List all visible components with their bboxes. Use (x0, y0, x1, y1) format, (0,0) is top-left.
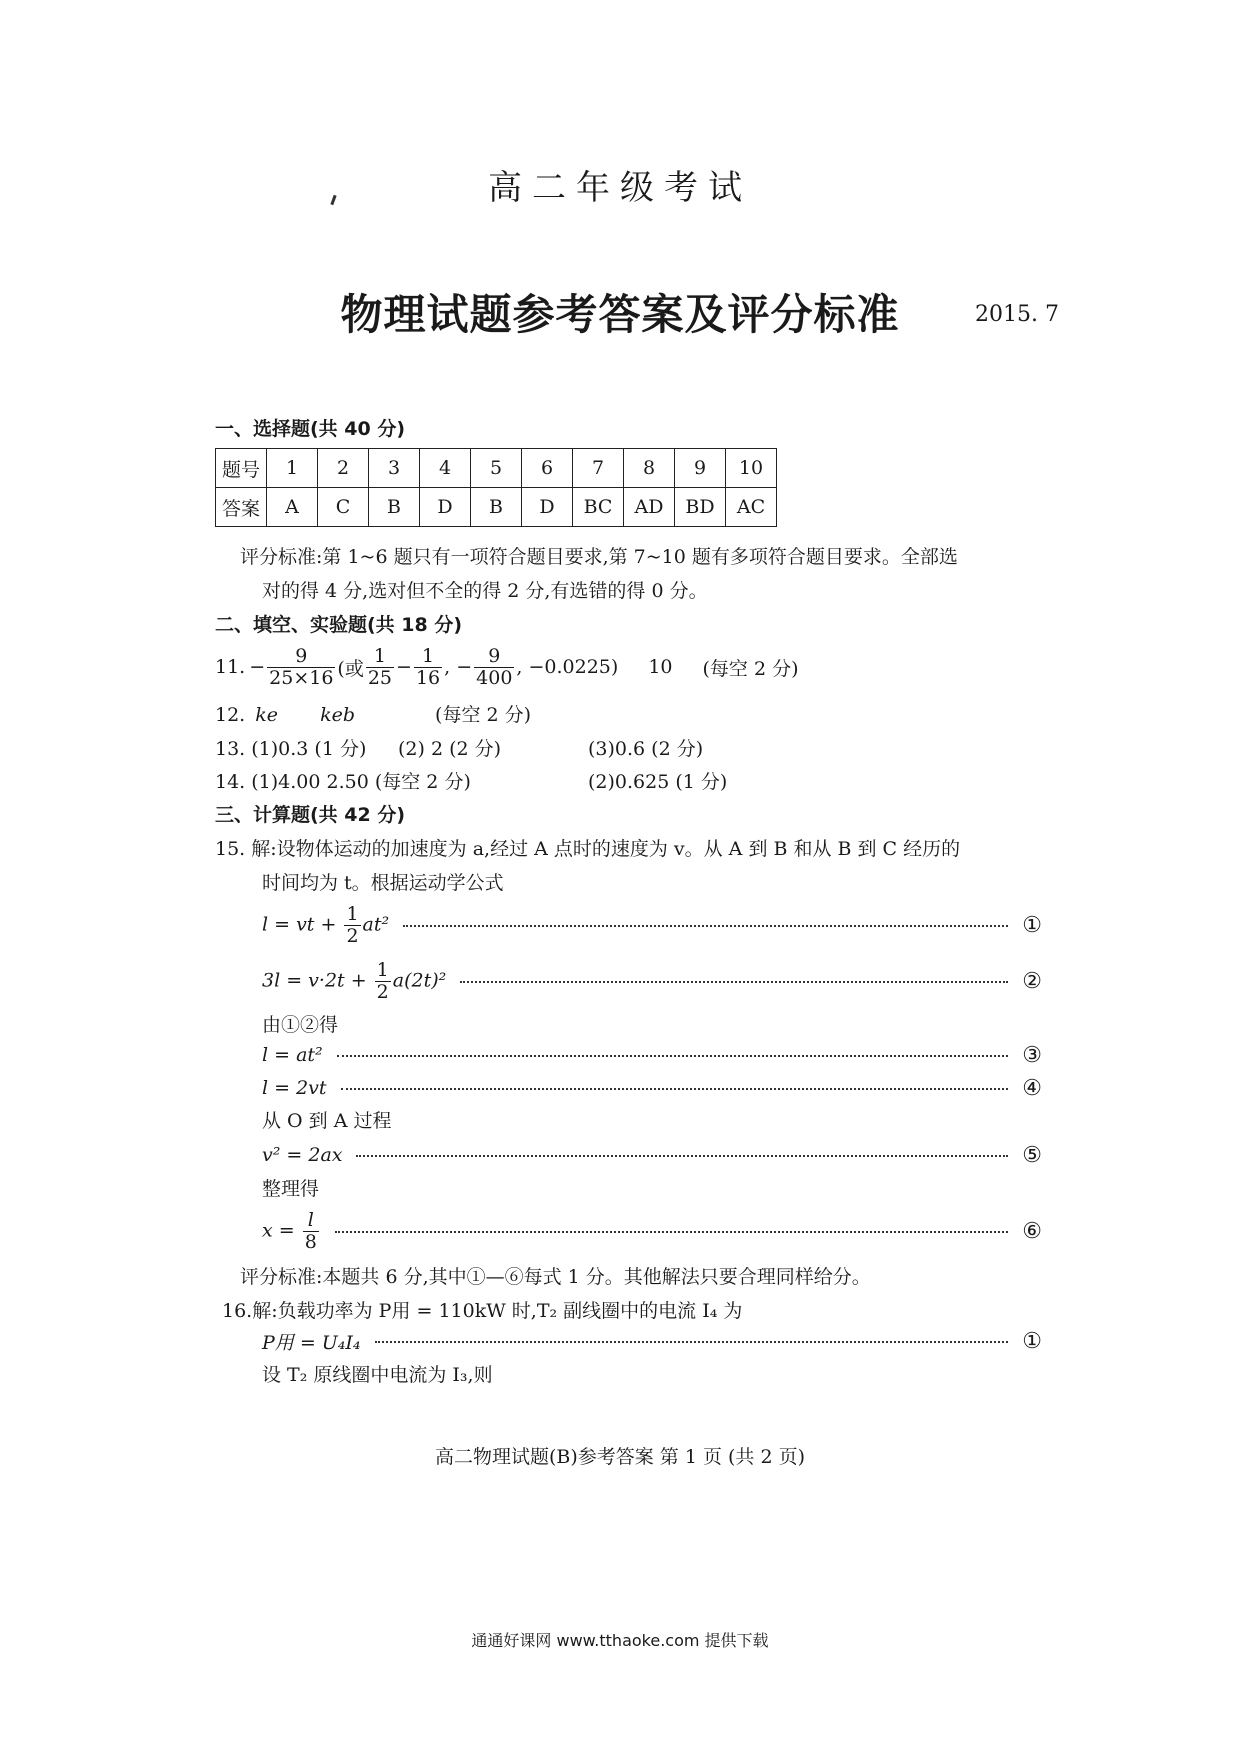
q12-answer-2: keb (320, 704, 355, 726)
fraction-denominator: 25 (367, 666, 393, 689)
q15-arrange: 整理得 (262, 1178, 320, 1200)
answer-cell: BC (573, 488, 624, 527)
section1-scoring-line1: 评分标准:第 1~6 题只有一项符合题目要求,第 7~10 题有多项符合题目要求。全部选 (240, 546, 958, 568)
q11-fraction-2 (366, 646, 394, 689)
page-footer: 高二物理试题(B)参考答案 第 1 页 (共 2 页) (434, 1446, 806, 1468)
leader-dots (403, 924, 1008, 927)
q15-equation-4 (262, 1073, 1042, 1103)
answer-cell: D (522, 488, 573, 527)
q12-answer-1: ke (255, 704, 279, 726)
question-number: 2 (318, 449, 369, 488)
equation-text (262, 904, 389, 947)
equation-number: ① (1022, 1328, 1042, 1354)
equation-text: v² = 2ax (262, 1144, 343, 1166)
equation-part: l = vt + (262, 913, 343, 935)
l-over-8-fraction (303, 1210, 319, 1253)
source-credit: 通通好课网 www.tthaoke.com 提供下载 (471, 1631, 769, 1650)
q12-note: (每空 2 分) (435, 704, 532, 726)
q11-open: (或 (337, 657, 364, 680)
q11-fraction-4 (474, 646, 514, 689)
fraction-numerator: 1 (346, 902, 359, 925)
section3-heading: 三、计算题(共 42 分) (215, 804, 406, 826)
answer-cell: B (369, 488, 420, 527)
equation-text (262, 1210, 321, 1253)
equation-number: ② (1022, 968, 1042, 994)
fraction-numerator: 9 (474, 646, 514, 668)
q15-from-oa: 从 O 到 A 过程 (262, 1110, 392, 1132)
equation-part: x = (262, 1219, 301, 1241)
question-number: 10 (726, 449, 777, 488)
fraction-denominator: 16 (415, 666, 441, 689)
fraction-denominator: 2 (346, 924, 359, 947)
section2-heading: 二、填空、实验题(共 18 分) (215, 614, 463, 636)
question-number: 8 (624, 449, 675, 488)
q13-part-2: (2) 2 (2 分) (398, 738, 502, 760)
q11-answer (215, 646, 799, 689)
q11-note: (每空 2 分) (702, 657, 799, 680)
q15-equation-1 (262, 898, 1042, 952)
fraction-denominator: 400 (476, 666, 513, 689)
answer-cell: B (471, 488, 522, 527)
answer-cell: BD (675, 488, 726, 527)
answer-cell: A (267, 488, 318, 527)
equation-part: 3l = v·2t + (262, 969, 373, 991)
fraction-numerator: l (303, 1210, 319, 1232)
half-fraction (344, 904, 360, 947)
fraction-denominator: 2 (376, 980, 389, 1003)
answer-cell: D (420, 488, 471, 527)
fraction-numerator: 1 (414, 646, 442, 668)
q15-equation-3 (262, 1040, 1042, 1070)
q14-part-2: (2)0.625 (1 分) (588, 771, 728, 793)
q11-sep: − (396, 656, 412, 679)
equation-text: l = at² (262, 1044, 323, 1066)
section1-scoring-line2: 对的得 4 分,选对但不全的得 2 分,有选错的得 0 分。 (262, 580, 708, 602)
fraction-numerator: 1 (376, 958, 389, 981)
q11-fraction-3 (414, 646, 442, 689)
fraction-numerator: 1 (366, 646, 394, 668)
q15-from-12: 由①②得 (262, 1014, 339, 1036)
leader-dots (335, 1230, 1008, 1233)
q12-label: 12. (215, 704, 246, 726)
q15-intro-line1: 15. 解:设物体运动的加速度为 a,经过 A 点时的速度为 v。从 A 到 B 和从 B 到 C 经历的 (215, 838, 961, 860)
equation-part: a(2t)² (392, 969, 447, 991)
question-number: 3 (369, 449, 420, 488)
q11-answer-2: 10 (648, 656, 673, 679)
equation-number: ⑤ (1022, 1142, 1042, 1168)
q12-answer (215, 700, 531, 727)
q11-minus: − (249, 656, 266, 679)
section1-heading: 一、选择题(共 40 分) (215, 418, 406, 440)
leader-dots (337, 1054, 1009, 1057)
q16-equation-1 (262, 1326, 1042, 1356)
half-fraction (375, 960, 391, 1003)
q13-part-1: 13. (1)0.3 (1 分) (215, 738, 367, 760)
row-label-answer: 答案 (216, 488, 267, 527)
table-row (216, 488, 777, 527)
question-number: 4 (420, 449, 471, 488)
answer-cell: AC (726, 488, 777, 527)
fraction-denominator: 25×16 (269, 666, 334, 689)
page-title: 物理试题参考答案及评分标准 (340, 290, 900, 339)
leader-dots (341, 1087, 1009, 1090)
equation-text: P用 = U₄I₄ (262, 1331, 361, 1354)
q16-line2: 设 T₂ 原线圈中电流为 I₃,则 (262, 1364, 493, 1386)
question-number: 1 (267, 449, 318, 488)
leader-dots (375, 1340, 1009, 1343)
q16-intro: 16.解:负载功率为 P用 = 110kW 时,T₂ 副线圈中的电流 I₄ 为 (222, 1300, 743, 1322)
q15-equation-2 (262, 954, 1042, 1008)
equation-number: ③ (1022, 1042, 1042, 1068)
answer-table (215, 448, 777, 527)
equation-text: l = 2vt (262, 1077, 327, 1099)
q15-scoring: 评分标准:本题共 6 分,其中①—⑥每式 1 分。其他解法只要合理同样给分。 (240, 1266, 871, 1288)
q14-part-1: 14. (1)4.00 2.50 (每空 2 分) (215, 771, 471, 793)
equation-number: ① (1022, 912, 1042, 938)
q11-label: 11. (215, 656, 246, 679)
date: 2015. 7 (975, 302, 1059, 327)
question-number: 5 (471, 449, 522, 488)
question-number: 9 (675, 449, 726, 488)
q13-part-3: (3)0.6 (2 分) (588, 738, 704, 760)
equation-number: ④ (1022, 1075, 1042, 1101)
fraction-numerator: 9 (267, 646, 335, 668)
equation-number: ⑥ (1022, 1218, 1042, 1244)
q15-equation-5 (262, 1140, 1042, 1170)
equation-text (262, 960, 446, 1003)
question-number: 7 (573, 449, 624, 488)
row-label-question: 题号 (216, 449, 267, 488)
q11-sep: , − (444, 656, 473, 679)
answer-cell: AD (624, 488, 675, 527)
table-row (216, 449, 777, 488)
q11-fraction-1 (267, 646, 335, 689)
equation-part: at² (362, 913, 390, 935)
question-number: 6 (522, 449, 573, 488)
leader-dots (460, 980, 1008, 983)
exam-title: 高二年级考试 (488, 168, 752, 208)
q15-intro-line2: 时间均为 t。根据运动学公式 (262, 872, 504, 894)
fraction-denominator: 8 (304, 1230, 317, 1253)
q11-tail: , −0.0225) (516, 656, 619, 679)
q15-equation-6 (262, 1204, 1042, 1258)
leader-dots (356, 1154, 1008, 1157)
answer-cell: C (318, 488, 369, 527)
